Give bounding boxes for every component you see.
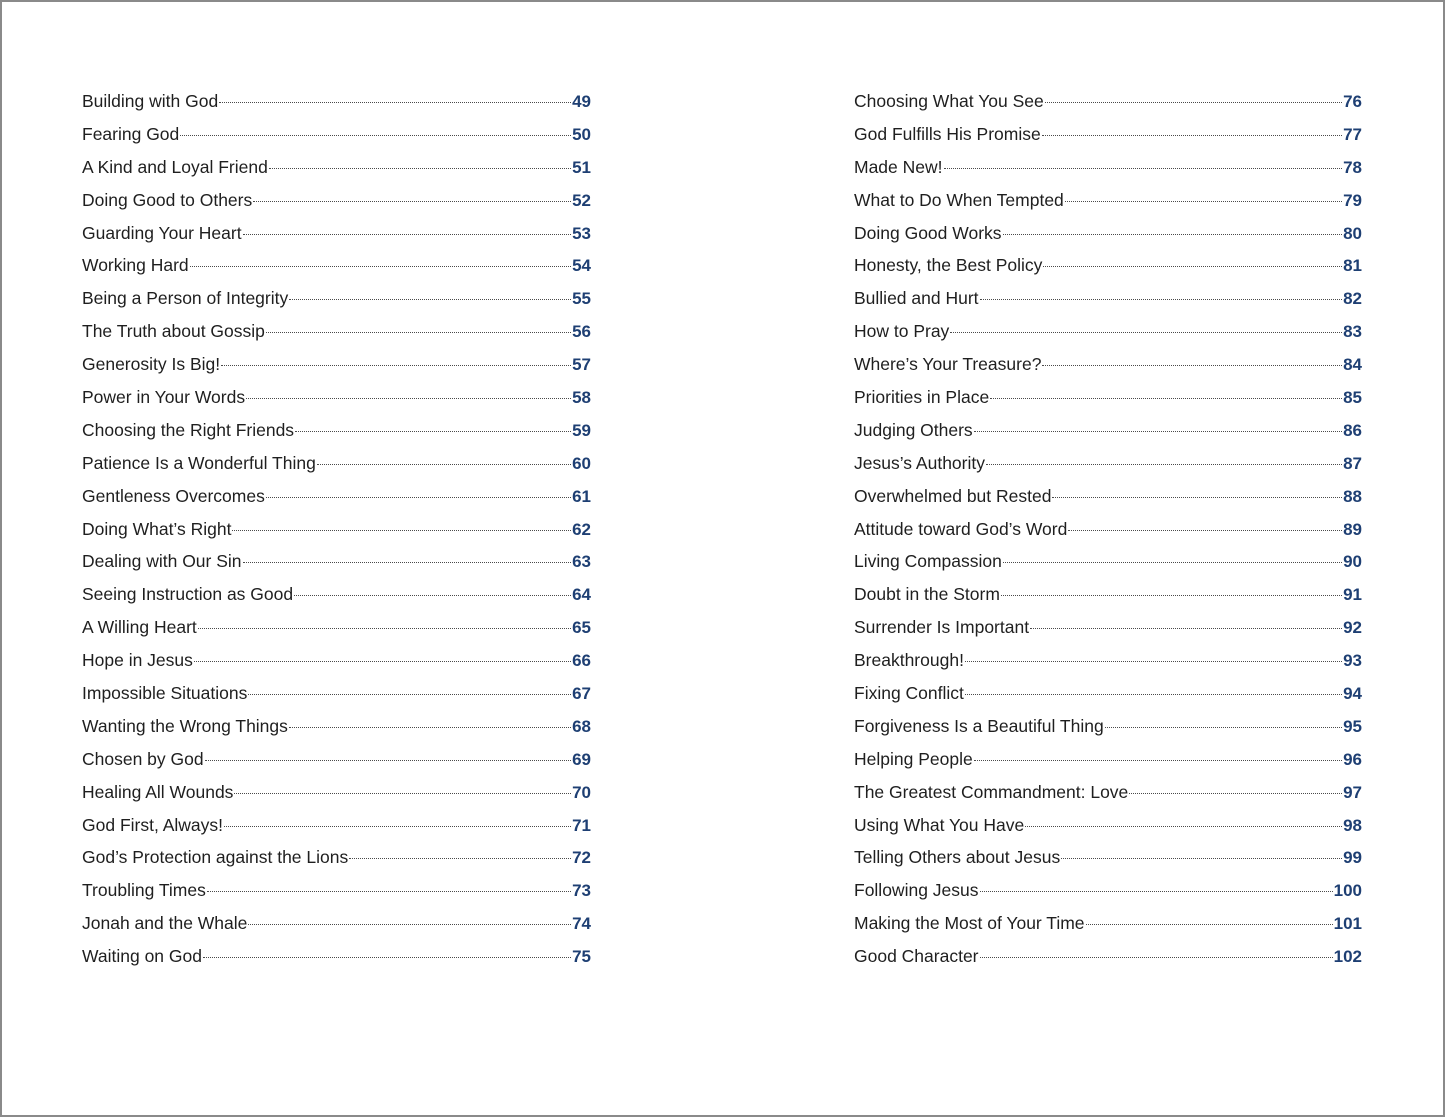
toc-entry-page-number: 65 [572,618,591,638]
toc-entry [82,650,591,683]
toc-entry-page-number: 59 [572,420,591,440]
dot-leader [980,891,1333,892]
toc-entry-title: Healing All Wounds [82,781,234,802]
toc-entry [854,815,1362,848]
toc-entry-page-number: 98 [1343,815,1362,835]
toc-entry [854,453,1362,486]
toc-entry-title: Waiting on God [82,946,202,967]
toc-entry-page-number: 101 [1333,914,1362,934]
toc-entry [82,321,591,354]
toc-entry [854,847,1362,880]
toc-entry [854,223,1362,256]
toc-entry-title: Working Hard [82,255,189,276]
dot-leader [289,727,571,728]
dot-leader [203,957,571,958]
toc-entry-title: Generosity Is Big! [82,354,221,375]
dot-leader [253,201,571,202]
toc-entry-title: How to Pray [854,321,950,342]
toc-entry [82,420,591,453]
toc-entry-title: Fearing God [82,123,180,144]
dot-leader [295,431,571,432]
toc-entry [854,551,1362,584]
toc-entry-title: A Kind and Loyal Friend [82,156,268,177]
toc-entry [82,617,591,650]
toc-entry [854,716,1362,749]
toc-entry-page-number: 69 [572,749,591,769]
toc-entry-page-number: 92 [1343,618,1362,638]
toc-entry-page-number: 55 [572,289,591,309]
toc-entry-page-number: 100 [1333,881,1362,901]
toc-entry-page-number: 77 [1343,124,1362,144]
toc-entry-page-number: 68 [572,716,591,736]
toc-entry-page-number: 71 [572,815,591,835]
toc-entry-page-number: 87 [1343,453,1362,473]
dot-leader [974,760,1342,761]
toc-entry-page-number: 63 [572,552,591,572]
toc-entry-title: Where’s Your Treasure? [854,354,1042,375]
toc-entry [82,486,591,519]
toc-entry-page-number: 76 [1343,92,1362,111]
dot-leader [317,464,571,465]
toc-entry-title: Gentleness Overcomes [82,485,265,506]
toc-entry-page-number: 75 [572,947,591,967]
dot-leader [266,497,571,498]
toc-entry-page-number: 84 [1343,355,1362,375]
toc-entry [854,650,1362,683]
dot-leader [1003,234,1343,235]
toc-entry-title: Telling Others about Jesus [854,847,1061,868]
toc-entry-title: Bullied and Hurt [854,288,979,309]
toc-entry [82,782,591,815]
toc-entry-page-number: 86 [1343,420,1362,440]
toc-left-column [82,91,591,979]
toc-entry-title: Breakthrough! [854,650,964,671]
toc-right-column [854,91,1362,979]
toc-entry-title: Doubt in the Storm [854,584,1000,605]
dot-leader [1086,924,1333,925]
dot-leader [950,332,1342,333]
toc-entry [82,223,591,256]
dot-leader [205,760,571,761]
toc-entry [854,255,1362,288]
toc-entry [854,749,1362,782]
toc-entry [82,354,591,387]
toc-entry-title: God First, Always! [82,814,224,835]
toc-entry-title: Hope in Jesus [82,650,193,671]
dot-leader [190,266,571,267]
dot-leader [1003,562,1342,563]
toc-entry [854,157,1362,190]
toc-entry [854,288,1362,321]
dot-leader [269,168,571,169]
toc-entry [854,486,1362,519]
toc-entry-page-number: 80 [1343,223,1362,243]
toc-entry-page-number: 81 [1343,256,1362,276]
toc-entry-title: Overwhelmed but Rested [854,485,1052,506]
toc-entry-page-number: 78 [1343,157,1362,177]
toc-entry-title: Making the Most of Your Time [854,913,1085,934]
dot-leader [1061,858,1342,859]
toc-entry [854,617,1362,650]
toc-entry-page-number: 90 [1343,552,1362,572]
toc-entry [82,519,591,552]
toc-entry-page-number: 61 [572,486,591,506]
dot-leader [1042,365,1342,366]
toc-entry-page-number: 83 [1343,322,1362,342]
dot-leader [1043,266,1342,267]
toc-entry-title: Surrender Is Important [854,617,1030,638]
toc-entry [854,880,1362,913]
dot-leader [1045,102,1342,103]
dot-leader [1042,135,1342,136]
toc-entry-page-number: 91 [1343,585,1362,605]
toc-entry-title: Doing Good Works [854,222,1002,243]
toc-entry [82,749,591,782]
toc-entry-title: Attitude toward God’s Word [854,518,1068,539]
toc-entry-page-number: 57 [572,355,591,375]
toc-entry-title: Helping People [854,748,973,769]
toc-entry-title: Good Character [854,946,979,967]
toc-entry [82,880,591,913]
toc-entry-page-number: 95 [1343,716,1362,736]
toc-entry [82,288,591,321]
toc-entry-title: Patience Is a Wonderful Thing [82,452,316,473]
dot-leader [234,793,571,794]
dot-leader [1129,793,1342,794]
dot-leader [198,628,571,629]
toc-entry-page-number: 73 [572,881,591,901]
toc-entry [82,716,591,749]
toc-entry-page-number: 96 [1343,749,1362,769]
toc-entry-title: Seeing Instruction as Good [82,584,294,605]
toc-entry-title: Wanting the Wrong Things [82,715,288,736]
toc-entry-page-number: 64 [572,585,591,605]
dot-leader [180,135,571,136]
toc-entry [82,683,591,716]
toc-entry-title: Doing What’s Right [82,518,232,539]
toc-entry-title: God Fulfills His Promise [854,123,1041,144]
dot-leader [248,924,571,925]
toc-entry-page-number: 82 [1343,289,1362,309]
toc-entry [854,354,1362,387]
dot-leader [986,464,1342,465]
toc-entry-title: Power in Your Words [82,387,246,408]
dot-leader [243,562,572,563]
dot-leader [965,694,1342,695]
toc-entry-page-number: 70 [572,782,591,802]
toc-entry-page-number: 102 [1333,947,1362,967]
toc-entry-title: God’s Protection against the Lions [82,847,349,868]
toc-entry-page-number: 49 [572,92,591,111]
dot-leader [980,299,1343,300]
dot-leader [289,299,571,300]
toc-entry-title: Priorities in Place [854,387,990,408]
toc-entry-title: Following Jesus [854,880,979,901]
toc-entry-title: Judging Others [854,419,973,440]
toc-entry-title: Impossible Situations [82,683,248,704]
toc-entry [82,946,591,979]
dot-leader [980,957,1333,958]
toc-entry-title: Forgiveness Is a Beautiful Thing [854,715,1104,736]
dot-leader [1068,530,1342,531]
toc-entry-page-number: 67 [572,684,591,704]
dot-leader [1065,201,1342,202]
toc-entry-title: Made New! [854,156,943,177]
dot-leader [207,891,571,892]
toc-entry [854,683,1362,716]
toc-entry-page-number: 58 [572,388,591,408]
toc-entry-page-number: 50 [572,124,591,144]
toc-entry [82,551,591,584]
dot-leader [266,332,571,333]
dot-leader [974,431,1342,432]
toc-entry-title: Living Compassion [854,551,1002,572]
toc-entry-page-number: 72 [572,848,591,868]
dot-leader [246,398,571,399]
toc-entry-page-number: 99 [1343,848,1362,868]
toc-entry [82,387,591,420]
toc-entry [854,420,1362,453]
toc-entry [854,387,1362,420]
toc-entry-title: Fixing Conflict [854,683,964,704]
toc-entry [854,91,1362,124]
toc-entry-title: What to Do When Tempted [854,189,1064,210]
toc-entry-page-number: 52 [572,190,591,210]
toc-entry-title: Choosing What You See [854,91,1044,111]
toc-entry [82,124,591,157]
toc-entry [854,190,1362,223]
toc-entry [82,584,591,617]
toc-entry-page-number: 56 [572,322,591,342]
toc-entry [82,91,591,124]
toc-entry-title: Being a Person of Integrity [82,288,289,309]
toc-entry-page-number: 51 [572,157,591,177]
toc-entry-page-number: 88 [1343,486,1362,506]
toc-entry-page-number: 66 [572,651,591,671]
dot-leader [1001,595,1342,596]
toc-entry [82,847,591,880]
dot-leader [349,858,571,859]
toc-entry-title: Jesus’s Authority [854,452,985,473]
toc-entry-title: The Greatest Commandment: Love [854,781,1129,802]
toc-entry-page-number: 85 [1343,388,1362,408]
dot-leader [232,530,571,531]
toc-entry [82,255,591,288]
toc-entry [82,157,591,190]
toc-entry-page-number: 97 [1343,782,1362,802]
toc-entry [82,913,591,946]
toc-entry-page-number: 53 [572,223,591,243]
dot-leader [224,826,571,827]
toc-entry [82,453,591,486]
toc-entry [854,913,1362,946]
toc-entry-page-number: 94 [1343,684,1362,704]
toc-entry-page-number: 74 [572,914,591,934]
dot-leader [294,595,571,596]
toc-entry-page-number: 79 [1343,190,1362,210]
toc-entry-title: Troubling Times [82,880,206,901]
toc-entry [854,321,1362,354]
toc-entry-title: Chosen by God [82,748,204,769]
toc-entry [854,519,1362,552]
dot-leader [221,365,571,366]
toc-entry-page-number: 62 [572,519,591,539]
toc-entry-title: Choosing the Right Friends [82,419,295,440]
dot-leader [194,661,571,662]
toc-entry-title: Building with God [82,91,219,111]
dot-leader [1030,628,1342,629]
toc-entry-title: The Truth about Gossip [82,321,265,342]
toc-entry [82,815,591,848]
toc-entry-page-number: 93 [1343,651,1362,671]
toc-entry-title: Guarding Your Heart [82,222,242,243]
toc-entry [82,190,591,223]
dot-leader [1025,826,1342,827]
toc-entry [854,124,1362,157]
dot-leader [219,102,571,103]
toc-entry [854,782,1362,815]
toc-entry-page-number: 89 [1343,519,1362,539]
toc-entry-title: Jonah and the Whale [82,913,248,934]
toc-entry-title: Using What You Have [854,814,1025,835]
toc-entry-page-number: 60 [572,453,591,473]
dot-leader [248,694,571,695]
toc-entry-title: Doing Good to Others [82,189,253,210]
dot-leader [944,168,1343,169]
toc-entry [854,584,1362,617]
toc-entry-page-number: 54 [572,256,591,276]
toc-entry-title: A Willing Heart [82,617,197,638]
dot-leader [243,234,572,235]
toc-entry-title: Dealing with Our Sin [82,551,242,572]
toc-entry-title: Honesty, the Best Policy [854,255,1043,276]
dot-leader [1052,497,1342,498]
dot-leader [990,398,1342,399]
dot-leader [1105,727,1342,728]
dot-leader [965,661,1342,662]
toc-entry [854,946,1362,979]
